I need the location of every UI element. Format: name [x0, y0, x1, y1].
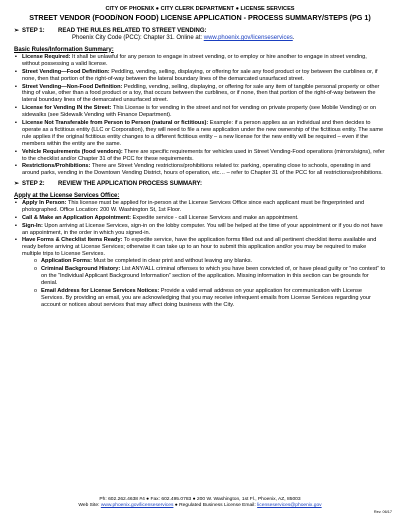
apply-key: Sign-In:: [22, 222, 43, 229]
rule-key: Street Vending—Food Definition:: [22, 68, 110, 75]
rule-item: [14, 120, 386, 148]
footer-web-label: Web Site:: [78, 503, 101, 509]
subitem-text: Provide a valid email address on your application for communication with License Services. By providing an email, you are acknowledging that you may receive infrequent emails from License Services regarding your account or notices about services that may affect doing business with the City.: [41, 287, 371, 308]
rule-key: Restrictions/Prohibitions:: [22, 163, 91, 170]
apply-item: [14, 200, 386, 214]
rule-item: [14, 149, 386, 163]
apply-text: To expedite service, have the application forms filled out and all pertinent checklist items available and ready before arriving at License Services; otherwise it can take up to an hour to submit this application and/or you may be required to make multiple trips to License Services.: [22, 237, 377, 258]
apply-key: Apply In Person:: [22, 199, 67, 206]
rule-text: There are specific requirements for vehicles used in Street Vending-Food operations (mirrors/signs), refer to the checklist and/or Chapter 31 of the PCC for these requirements.: [22, 148, 385, 162]
rule-key: Street Vending—Non-Food Definition:: [22, 83, 123, 90]
checklist-sublist: [22, 258, 386, 308]
footer-email-label: ● Regulated Business License Email:: [173, 503, 258, 509]
apply-key: Call & Make an Application Appointment:: [22, 214, 131, 221]
apply-item: [14, 223, 386, 237]
rule-item: [14, 105, 386, 119]
apply-text: Upon arriving at License Services, sign-in on the lobby computer. You will be helped at the time of your appointment or if you do not have an appointment, in the order in which you signed-in.: [22, 222, 383, 236]
revision-date: Rev. 06/17: [373, 510, 392, 514]
subitem-key: Application Forms:: [41, 258, 92, 265]
checklist-subitem: [34, 266, 386, 287]
footer-website-link[interactable]: www.phoenix.gov/licenseservices: [100, 503, 174, 509]
apply-item: [14, 215, 386, 222]
apply-text: This license must be applied for in-person at the License Services Office since each applicant must be fingerprinted and photographed. Office Location: 200 W. Washington St, 1st Floor.: [22, 199, 365, 213]
rule-text: This License is for vending in the street and not for vending on private property (see Mobile Vending) or on sidewalks (see Sidewalk Vending with Finance Department).: [22, 105, 377, 119]
subitem-text: Must be completed in clear print and without leaving any blanks.: [91, 258, 253, 265]
subitem-key: Email Address for License Services Notices:: [41, 287, 160, 294]
rule-key: License Not Transferable from Person to Person (natural or fictitious):: [22, 120, 209, 127]
rule-item: [14, 69, 386, 83]
step-1: [14, 28, 386, 35]
rule-text: There are Street Vending restrictions/prohibitions related to: parking, operating close to schools, operating in and around parks, vending in the Downtown Vending District, hours of operation, etc… – refer to Chapter 31 of the PCC for all restrictions/prohibitions.: [22, 163, 383, 177]
license-services-link[interactable]: www.phoenix.gov/licenseservices: [203, 35, 293, 42]
rule-key: Vehicle Requirements (food vendors):: [22, 148, 123, 155]
department-header: CITY OF PHOENIX ● CITY CLERK DEPARTMENT ● LICENSE SERVICES: [105, 6, 295, 12]
rule-item: [14, 54, 386, 68]
arrow-bullet-icon: ➢: [14, 181, 20, 188]
step-1-title: READ THE RULES RELATED TO STREET VENDING:: [58, 28, 207, 34]
rule-item: [14, 163, 386, 177]
rule-text: Peddling, vending, selling, displaying, or offering for sale any item of tangible personal property or other thing of value, other than a food product or a toy, that occurs between the curblines, or if none, then that portion of the right-of-way between the lateral boundary lines of the demarcated unsurfaced street.: [22, 83, 380, 104]
rule-key: License Required:: [22, 53, 71, 60]
apply-text: Expedite service - call License Services and make an appointment.: [130, 214, 299, 221]
checklist-subitem: [34, 258, 386, 265]
step-2-title: REVIEW THE APPLICATION PROCESS SUMMARY:: [58, 181, 203, 188]
footer-web-line: [0, 503, 400, 509]
step-2-label: STEP 2:: [22, 181, 45, 188]
page-footer: [0, 497, 400, 509]
step-1-detail-text: Phoenix City Code (PCC): Chapter 31. Online at:: [72, 35, 204, 42]
rule-text: Example: if a person applies as an individual and then decides to operate as a fictitious entity (LLC or Corporation), they will need to file a new application under the new ownership of the fictitious entity. The same rule applies if the original fictitious entity changes to a different fictitious entity – a new license for the new entity will be required – even if the members within the entity are the same.: [22, 120, 384, 147]
step-1-detail: [14, 35, 386, 42]
rules-heading: Basic Rules/Information Summary:: [14, 46, 114, 53]
rule-item: [14, 84, 386, 105]
subitem-text: List ANY/ALL criminal offenses to which you have been convicted of, or have plead guilty or “no contest” to on the “Individual Applicant Background Information” section of the application. Missing information in this section can be grounds for denial.: [41, 266, 386, 286]
rule-key: License for Vending IN the Street:: [22, 105, 112, 112]
document-title: STREET VENDOR (FOOD/NON FOOD) LICENSE APPLICATION - PROCESS SUMMARY/STEPS (PG 1): [29, 13, 371, 22]
rule-text: Peddling, vending, selling, displaying, or offering for sale any food product or toy between the curblines or, if none, then that portion of the right-of-way between the lateral boundary lines of the demarcated unsurfaced street.: [22, 68, 378, 82]
checklist-subitem: [34, 288, 386, 309]
step-2: [14, 181, 386, 188]
rules-list: [14, 54, 386, 177]
step-1-detail-end: .: [292, 35, 295, 42]
rule-text: It shall be unlawful for any person to engage in street vending, or to employ or hire another to engage in street vending, without possessing a valid license.: [22, 53, 367, 67]
apply-key: Have Forms & Checklist Items Ready:: [22, 237, 123, 244]
arrow-bullet-icon: ➢: [14, 28, 20, 34]
apply-heading: Apply at the License Services Office:: [14, 192, 120, 199]
footer-contact-line: Ph: 602.262.4638 #4 ● Fax: 602.495.0783 ● 200 W. Washington, 1st Fl., Phoenix, AZ, 85003: [99, 497, 301, 502]
apply-item: [14, 237, 386, 308]
subitem-key: Criminal Background History:: [41, 266, 121, 273]
step-1-label: STEP 1:: [22, 28, 45, 34]
footer-email-link[interactable]: licenseservices@phoenix.gov: [257, 503, 322, 509]
apply-list: [14, 200, 386, 309]
